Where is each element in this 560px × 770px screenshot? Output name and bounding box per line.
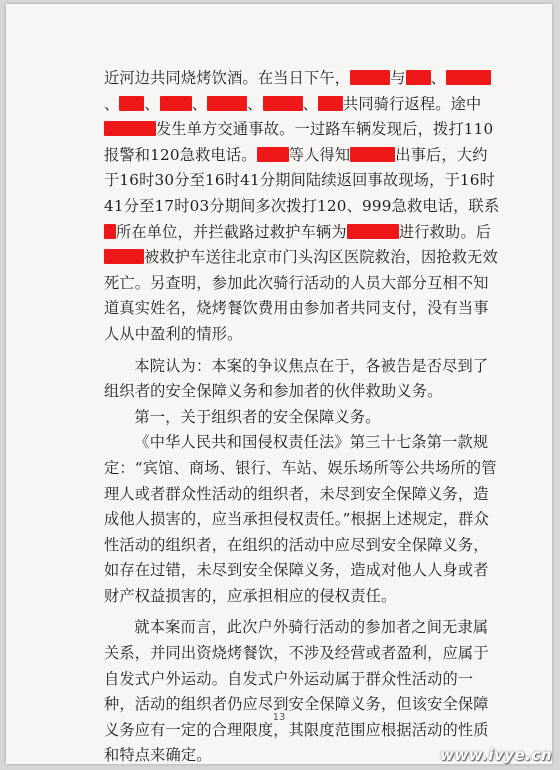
text-segment: 与: [390, 69, 406, 87]
paragraph-case-analysis: 就本案而言，此次户外骑行活动的参加者之间无隶属关系，并同出资烧烤餐饮，不涉及经营或者盈利，应属于自发式户外运动。自发式户外运动属于群众性活动的一种，活动的组织者仍应尽到安全保障义务，但该安全保障义务应有一定的合理限度，其限度范围应根据活动的性质和特点来确定。: [104, 618, 489, 765]
text-segment: 、: [104, 94, 120, 113]
text-segment: 发生单方交通事故。一过路车辆发现后，拨打110报警和120急救电话。: [104, 120, 494, 164]
text-segment: 近河边共同烧烤饮酒。在当日下午，: [104, 69, 351, 87]
page-number: 13: [272, 712, 286, 723]
redaction-block: [119, 96, 144, 111]
text-segment: 、: [144, 94, 160, 113]
text-segment: 进行救助。后: [398, 222, 492, 241]
text-segment: 出事后，大约于16时30分至16时41分期间陆续返回事故现场，于16时41分至17时03分期间多次拨打120、999急救电话，联系: [104, 145, 500, 215]
document-body: [104, 66, 500, 769]
text-segment: 、: [191, 94, 208, 113]
watermark: www.ivye.cn: [440, 746, 552, 764]
text-segment: 、: [302, 94, 318, 113]
redaction-block: [350, 147, 395, 162]
redaction-block: [207, 96, 247, 111]
redaction-block: [263, 96, 303, 111]
redaction-block: [257, 147, 289, 162]
redaction-block: [104, 121, 156, 136]
redaction-block: [160, 96, 192, 111]
redaction-block: [318, 96, 343, 111]
redaction-block: [446, 70, 491, 85]
paragraph-court-opinion: 本院认为：本案的争议焦点在于，各被告是否尽到了组织者的安全保障义务和参加者的伙伴救助义务。: [104, 356, 489, 401]
text-segment: 、: [430, 69, 446, 87]
paragraph-heading-first: 第一，关于组织者的安全保障义务。: [134, 407, 381, 426]
redaction-block: [347, 224, 399, 239]
text-segment: 共同骑行返程。途中: [342, 94, 482, 113]
text-segment: 、: [247, 94, 263, 113]
text-segment: 被救护车送往北京市门头沟区医院救治，因抢救无效死亡。另查明，参加此次骑行活动的人员大部分互相不知道真实姓名，烧烤餐饮费用由参加者共同支付，没有当事人从中盈利的情形。: [104, 248, 498, 343]
redaction-block: [406, 70, 431, 85]
redaction-block: [104, 249, 144, 264]
redaction-block: [104, 224, 116, 239]
text-segment: 所在单位，并拦截路过救护车辆为: [116, 222, 347, 241]
text-segment: 等人得知: [288, 145, 351, 164]
paragraph-law-citation: 《中华人民共和国侵权责任法》第三十七条第一款规定：“宾馆、商场、银行、车站、娱乐场所等公共场所的管理人或者群众性活动的组织者，未尽到安全保障义务，造成他人损害的，应当承担侵权责任。”根据上述规定，群众性活动的组织者，在组织的活动中应尽到安全保障义务，如存在过错，未尽到安全保障义务，造成对他人人身或者财产权益损害的，应承担相应的侵权责任。: [104, 433, 497, 605]
document-page: [6, 4, 552, 764]
paragraph-facts: [104, 66, 500, 348]
redaction-block: [350, 70, 390, 85]
